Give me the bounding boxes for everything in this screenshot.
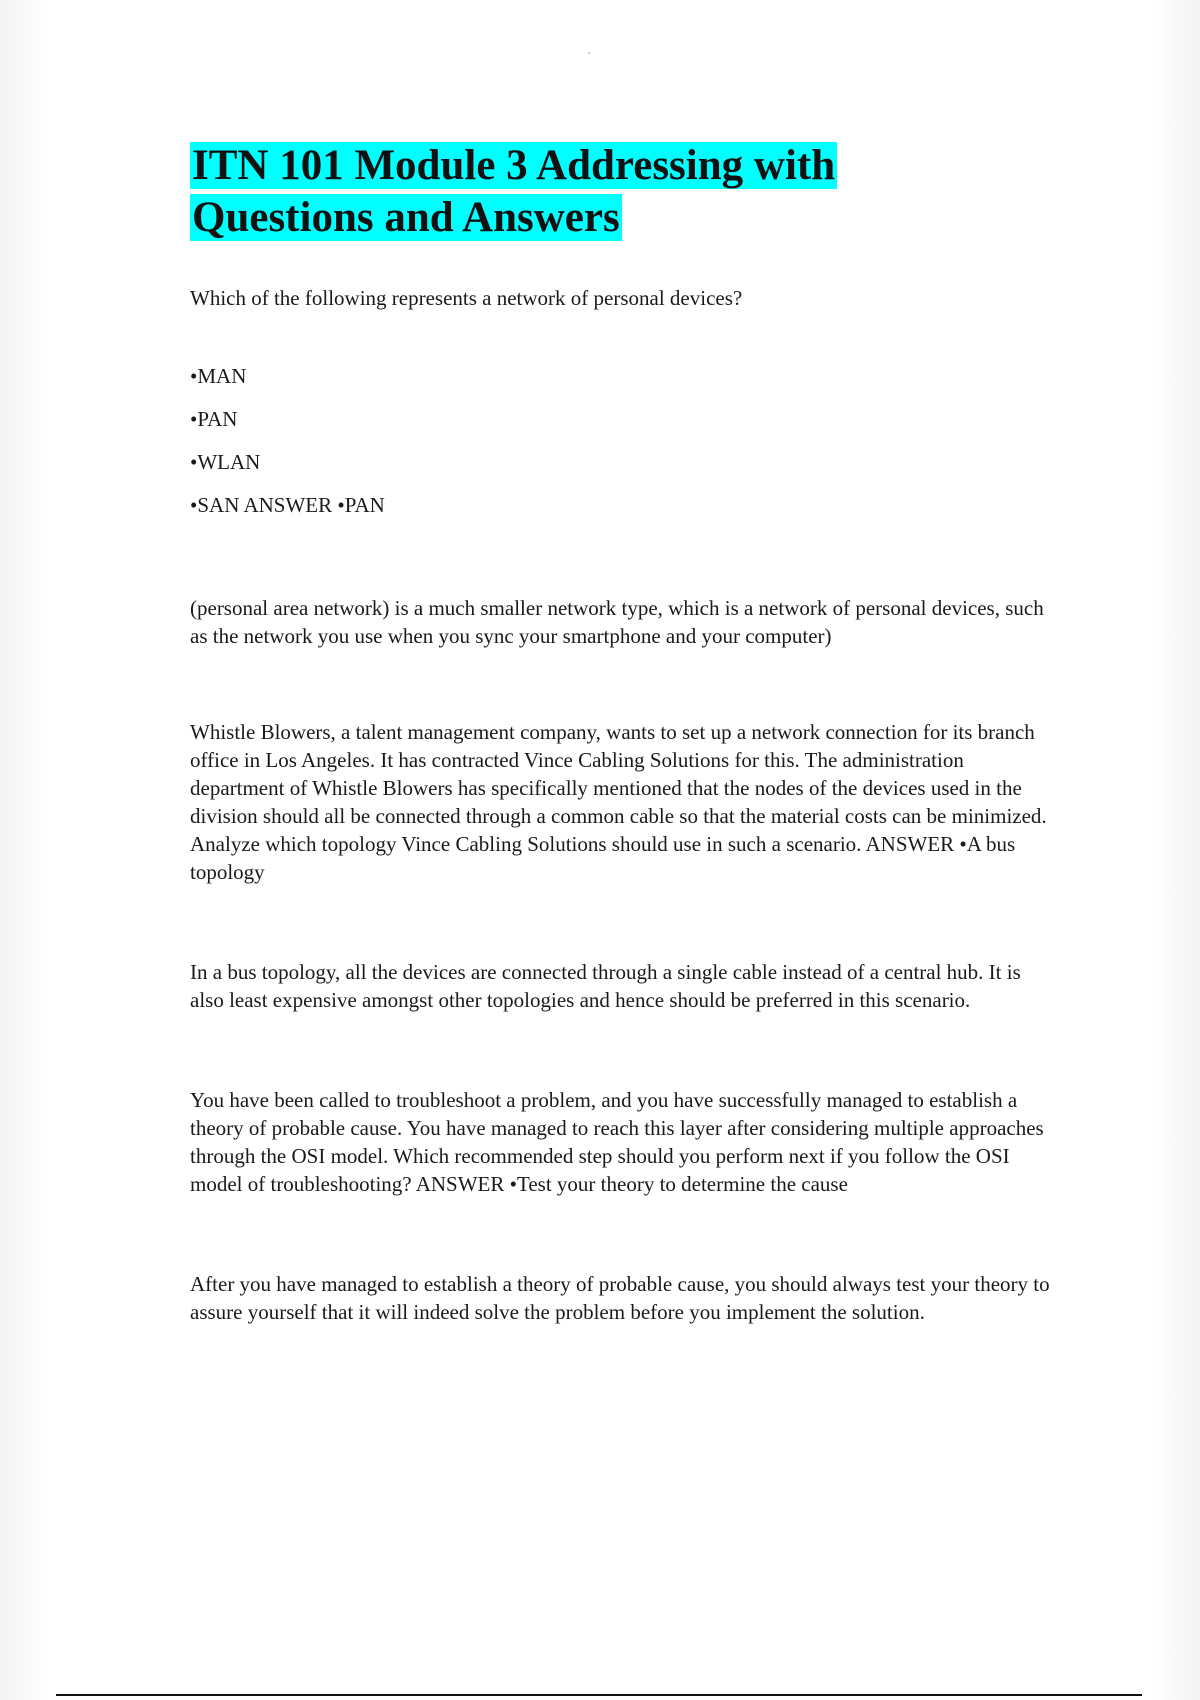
option-san-answer: •SAN ANSWER •PAN [190,493,385,517]
qa-item-3 [190,1086,1050,1326]
qa-item-2 [190,718,1050,1014]
explanation-2: In a bus topology, all the devices are connected through a single cable instead of a central hub. It is also least expensive amongst other topologies and hence should be preferred in this scenario. [190,960,1021,1012]
option-man: •MAN [190,364,247,388]
title-line-1: ITN 101 Module 3 Addressing with [192,142,836,189]
explanation-1: (personal area network) is a much smaller network type, which is a network of personal devices, such as the network you use when you sync your smartphone and your computer) [190,596,1044,648]
footer-divider [56,1694,1142,1696]
page-edge-right [1156,0,1200,1700]
option-wlan: •WLAN [190,450,261,474]
question-1: Which of the following represents a network of personal devices? [190,286,743,310]
answer-options [190,362,1050,519]
scan-mark [588,52,590,54]
question-3: You have been called to troubleshoot a problem, and you have successfully managed to establish a theory of probable cause. You have managed to reach this layer after considering multiple approaches through the OSI model. Which recommended step should you perform next if you follow the OSI model of troubleshooting? ANSWER •Test your theory to determine the cause [190,1088,1044,1196]
explanation-3: After you have managed to establish a theory of probable cause, you should always test your theory to assure yourself that it will indeed solve the problem before you implement the solution. [190,1272,1050,1324]
option-pan: •PAN [190,407,238,431]
question-2: Whistle Blowers, a talent management company, wants to set up a network connection for its branch office in Los Angeles. It has contracted Vince Cabling Solutions for this. The administration department of Whistle Blowers has specifically mentioned that the nodes of the devices used in the division should all be connected through a common cable so that the material costs can be minimized. Analyze which topology Vince Cabling Solutions should use in such a scenario. ANSWER •A bus topology [190,720,1047,884]
qa-item-1 [190,284,1050,650]
title-line-2: Questions and Answers [192,194,620,241]
page-edge-left [0,0,44,1700]
document-title [190,140,1050,244]
document-body [190,140,1050,1326]
